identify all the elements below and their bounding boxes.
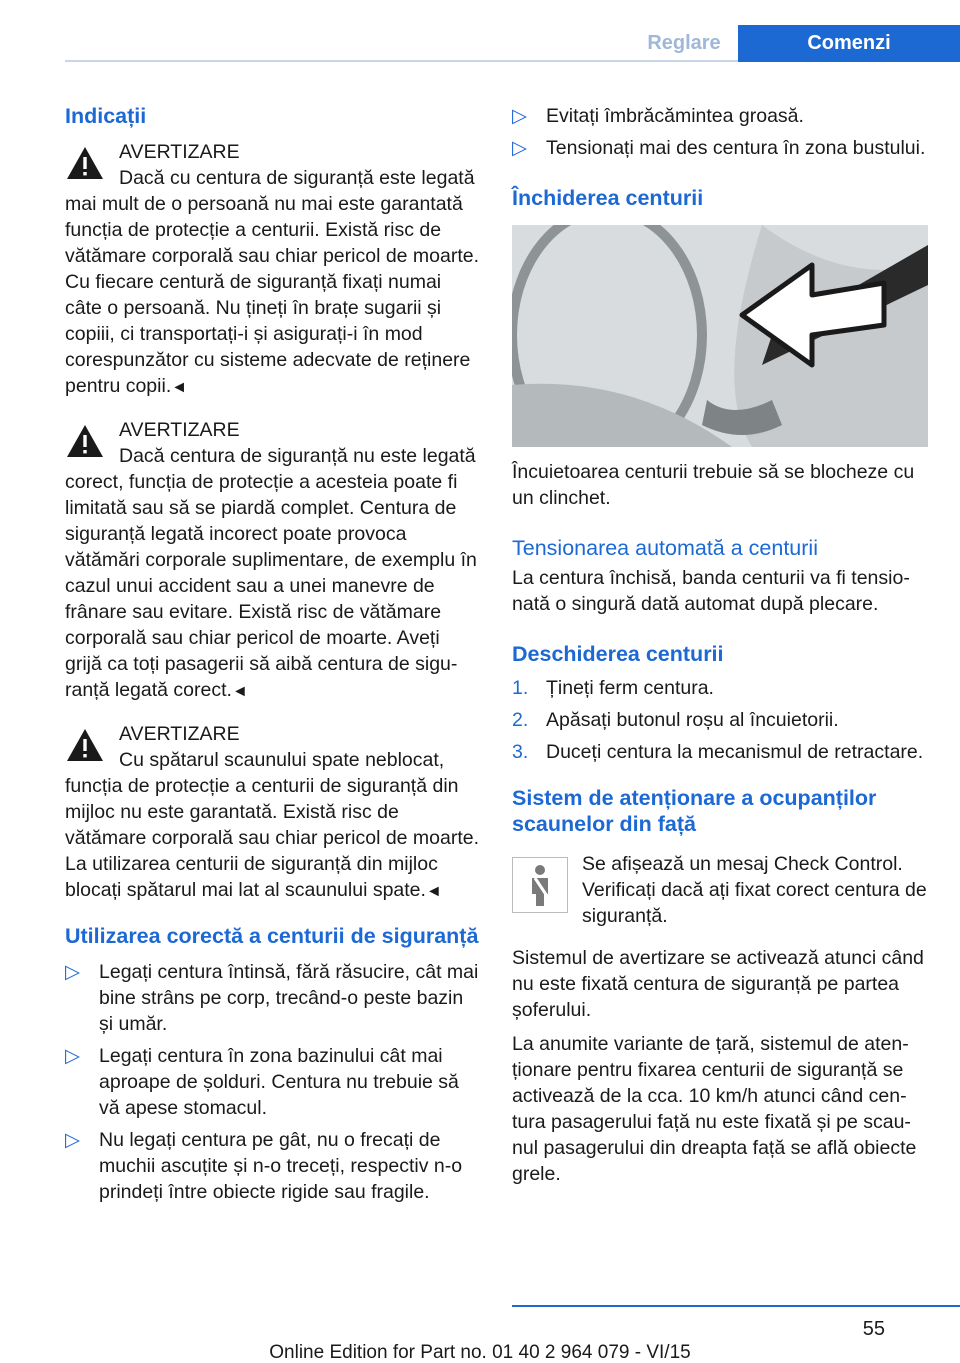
correct-use-list	[65, 959, 480, 1205]
warning-block	[65, 417, 480, 705]
list-item: 2. Apăsați butonul roșu al încuietorii.	[512, 709, 839, 731]
left-column	[65, 103, 480, 1205]
tab-reglare[interactable]: Reglare	[647, 32, 721, 54]
list-item: ▷ Legați centura în zona bazinului cât mai aproape de șolduri. Centura nu trebuie să vă apese stomacul.	[65, 1045, 459, 1119]
section-title-closing: Închiderea centurii	[512, 186, 704, 210]
section-title-opening: Deschiderea centurii	[512, 642, 724, 666]
list-item: ▷ Evitați îmbrăcămintea groasă.	[512, 105, 804, 127]
list-item: ▷ Nu legați centura pe gât, nu o frecați de muchii ascuțite și n-o treceți, respectiv n-o prindeți între obiecte rigide sau fragile.	[65, 1129, 463, 1203]
list-item: ▷ Tensionați mai des centura în zona bustului.	[512, 137, 926, 159]
seatbelt-reminder-icon	[512, 857, 568, 913]
warning-text: Dacă centura de siguranță nu este legată corect, funcția de protecție a acesteia poate fi limitată sau să se piardă complet. Centura de siguranță legată incorect poate provoca vătămări corporale suplimentare, de exemplu în cazul unui accident sau a unei manevre de frânare sau evitare. Există risc de vătămare corporală sau chiar pericol de moarte. Aveți grijă ca toți pasagerii să aibă centura de siguranță legată corect.	[65, 445, 477, 701]
warning-text: Cu spătarul scaunului spate neblocat, funcția de protecție a centurii de siguranță din mijloc nu este garantată. Există risc de vătămare corporală sau chiar pericol de moarte. La utilizarea centurii de siguranță din mijloc blocați spătarul mai lat al scaunului spate.	[65, 749, 480, 901]
warning-label: AVERTIZARE	[119, 141, 240, 163]
footer-rule	[512, 1305, 960, 1307]
bullet-icon: ▷	[65, 1045, 80, 1067]
correct-use-list-continued	[512, 103, 930, 161]
section-title-correct-use: Utilizarea corectă a centurii de siguranță	[65, 924, 479, 948]
reminder-paragraph: La anumite variante de țară, sistemul de atenționare pentru fixarea centurii de siguranță se activează de la cca. 10 km/h atunci când centura pasagerului față nu este fixată și pe scaunul pasagerului din dreapta față se află obiecte grele.	[512, 1033, 917, 1185]
end-mark: ◄	[425, 883, 442, 900]
list-item: 1. Țineți ferm centura.	[512, 677, 714, 699]
section-title-indicatii: Indicații	[65, 104, 147, 128]
opening-steps	[512, 675, 930, 765]
end-mark: ◄	[171, 379, 188, 396]
tab-comenzi[interactable]: Comenzi	[738, 25, 960, 62]
section-title-auto-tension: Tensionarea automată a centurii	[512, 536, 818, 560]
warning-label: AVERTIZARE	[119, 723, 240, 745]
closing-text: Încuietoarea centurii trebuie să se blocheze cu un clinchet.	[512, 461, 915, 509]
warning-icon	[65, 145, 105, 181]
warning-block	[65, 139, 480, 401]
right-column	[512, 103, 930, 1187]
reminder-block	[512, 851, 930, 929]
bullet-icon: ▷	[512, 105, 527, 127]
seatbelt-illustration	[512, 225, 928, 447]
warning-label: AVERTIZARE	[119, 419, 240, 441]
seatbelt-buckle-photo	[512, 225, 928, 447]
end-mark: ◄	[231, 683, 248, 700]
footer-edition: Online Edition for Part no. 01 40 2 964 079 - VI/15	[269, 1342, 691, 1363]
bullet-icon: ▷	[512, 137, 527, 159]
reminder-icon-text: Se afișează un mesaj Check Control. Verificați dacă ați fixat corect centura de siguranță.	[582, 853, 927, 927]
page-number: 55	[862, 1318, 885, 1340]
auto-tension-text: La centura închisă, banda centurii va fi tensionată o singură dată automat după plecare.	[512, 567, 910, 615]
bullet-icon: ▷	[65, 1129, 80, 1151]
warning-block	[65, 721, 480, 905]
warning-icon	[65, 423, 105, 459]
warning-text: Dacă cu centura de siguranță este legată mai mult de o persoană nu mai este garantată funcția de protecție a centurii. Există risc de vătămare corporală sau chiar pericol de moarte. Cu fiecare centură de siguranță fixați numai câte o persoană. Nu țineți în brațe sugarii și copiii, ci transportați-i și asigurați-i în mod corespunzător cu sisteme adecvate de reținere pentru copii.	[65, 167, 480, 397]
list-item: ▷ Legați centura întinsă, fără răsucire, cât mai bine strâns pe corp, trecând-o peste bazin și umăr.	[65, 961, 479, 1035]
bullet-icon: ▷	[65, 961, 80, 983]
list-item: 3. Duceți centura la mecanismul de retractare.	[512, 741, 924, 763]
reminder-paragraph: Sistemul de avertizare se activează atunci când nu este fixată centura de siguranță pe partea șoferului.	[512, 947, 924, 1021]
warning-icon	[65, 727, 105, 763]
section-title-reminder: Sistem de atenționare a ocupanților scaunelor din față	[512, 786, 877, 836]
